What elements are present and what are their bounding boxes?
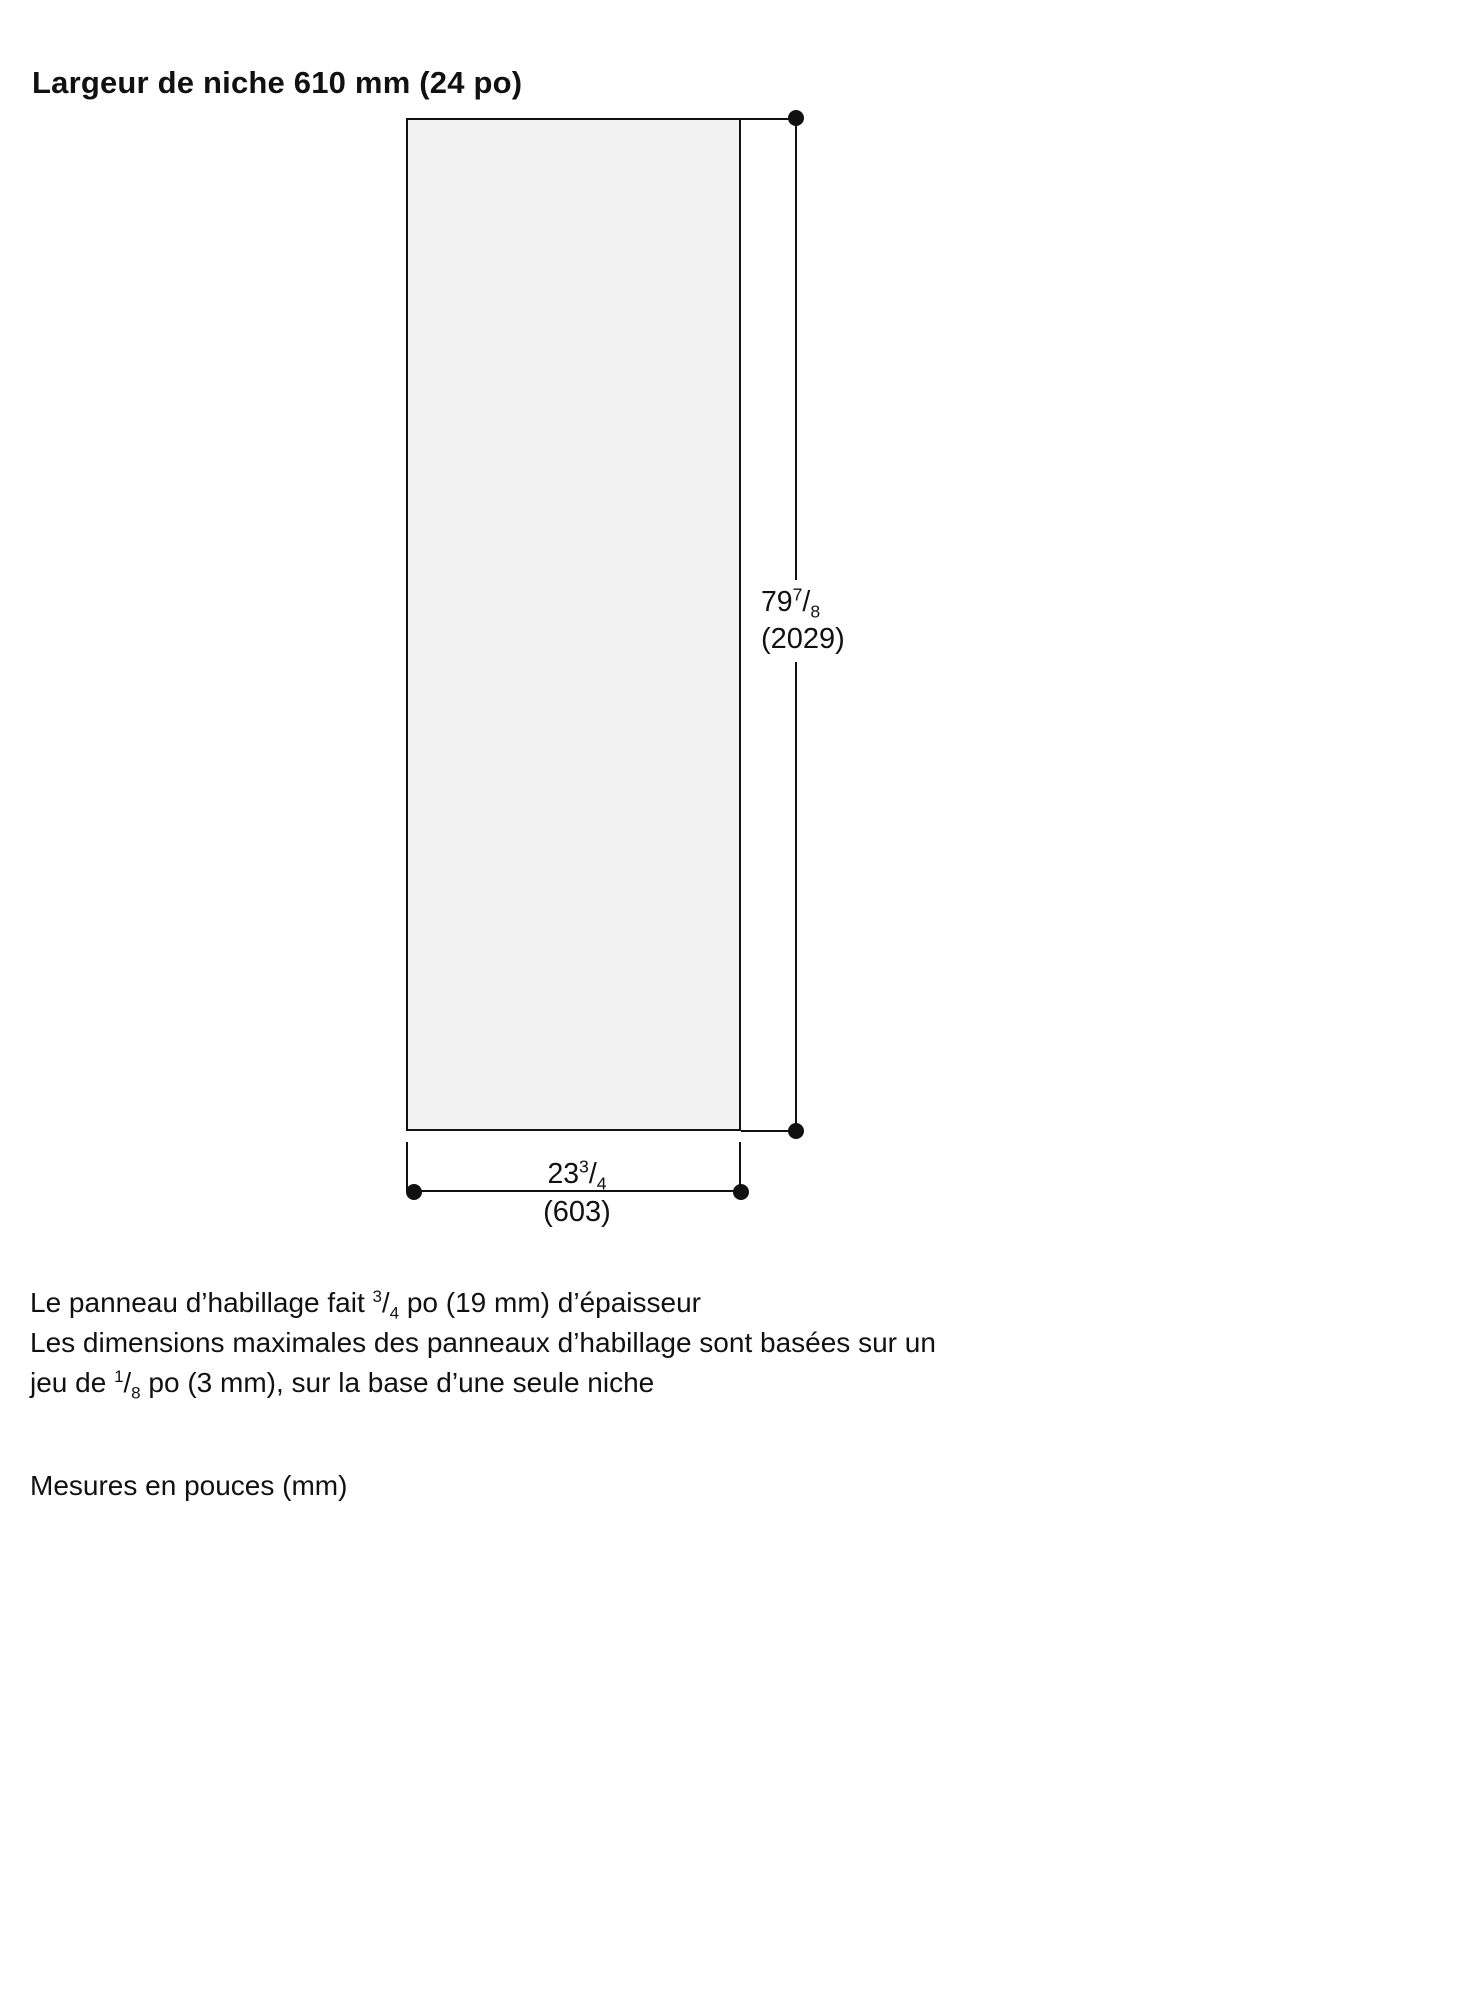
note-max-dimensions-line1: Les dimensions maximales des panneaux d’habillage sont basées sur un xyxy=(30,1327,936,1358)
dimension-dot-right xyxy=(733,1184,749,1200)
note-thickness: Le panneau d’habillage fait $^3/_4$ po (19 mm) d’épaisseur xyxy=(30,1286,701,1323)
dimension-dot-bottom xyxy=(788,1123,804,1139)
note-max-dimensions-line2: jeu de $^1/_8$ po (3 mm), sur la base d’une seule niche xyxy=(30,1366,655,1403)
dimension-dot-left xyxy=(406,1184,422,1200)
panel-shape xyxy=(406,118,741,1131)
width-inches-numerator: 3 xyxy=(579,1156,589,1177)
measurement-units-note: Mesures en pouces (mm) xyxy=(30,1470,348,1501)
notes-block xyxy=(30,1283,1150,1403)
height-mm-value: (2029) xyxy=(761,623,845,655)
extension-line-left xyxy=(406,1142,408,1192)
width-inches-denominator: 4 xyxy=(596,1173,607,1194)
height-dimension-label: $79^7/_8$ (2029) xyxy=(757,580,845,662)
page-title: Largeur de niche 610 mm (24 po) xyxy=(32,64,523,100)
width-inches-whole: 23 xyxy=(547,1158,580,1190)
height-inches-whole: 79 xyxy=(761,586,793,618)
height-inches-denominator: 8 xyxy=(810,601,821,622)
width-dimension-label: $23^3/_4$ (603) xyxy=(474,1155,680,1231)
dimension-dot-top xyxy=(788,110,804,126)
width-mm-value: (603) xyxy=(543,1196,611,1228)
height-inches-numerator: 7 xyxy=(792,584,803,605)
